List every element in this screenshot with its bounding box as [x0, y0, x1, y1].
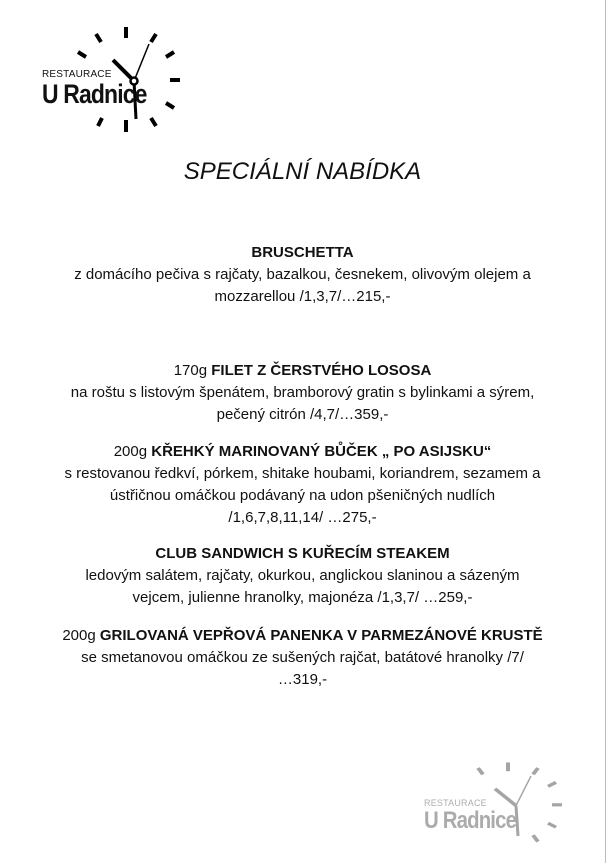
menu-item-name: GRILOVANÁ VEPŘOVÁ PANENKA V PARMEZÁNOVÉ KRUSTĚ [99, 627, 543, 644]
menu-item-heading [0, 625, 605, 647]
menu-item-description: z domácího pečiva s rajčaty, bazalkou, česnekem, olivovým olejem a [74, 266, 531, 283]
footer-logo [420, 760, 565, 848]
menu-item-description: pečený citrón /4,7/…359,- [216, 406, 389, 423]
menu-item-heading [0, 242, 605, 264]
menu-item-description: se smetanovou omáčkou ze sušených rajčat, batátové hranolky /7/ [81, 649, 524, 666]
menu-item-description: /1,6,7,8,11,14/ …275,- [228, 509, 377, 526]
menu-item-description: vejcem, julienne hranolky, majonéza /1,3,7/ …259,- [132, 589, 473, 606]
logo-big-text: U Radnice [42, 79, 147, 109]
menu-item-description: …319,- [277, 671, 328, 688]
menu-item-name: KŘEHKÝ MARINOVANÝ BŮČEK „ PO ASIJSKU“ [151, 443, 492, 460]
menu-item-weight: 170g [173, 362, 212, 379]
menu-item-description: ústřičnou omáčkou podávaný na udon pšeničných nudlích [109, 487, 496, 504]
menu-item-description: mozzarellou /1,3,7/…215,- [214, 288, 391, 305]
restaurant-logo [38, 24, 183, 134]
menu-item-description: s restovanou ředkví, pórkem, shitake houbami, koriandrem, sezamem a [64, 465, 541, 482]
menu-item [0, 543, 605, 609]
page-title: SPECIÁLNÍ NABÍDKA [183, 158, 422, 185]
page-edge [605, 0, 606, 863]
menu-item-name: BRUSCHETTA [251, 244, 354, 261]
logo-small-text: RESTAURACE [42, 69, 112, 80]
menu-item-heading [0, 543, 605, 565]
menu-item-name: CLUB SANDWICH S KUŘECÍM STEAKEM [155, 545, 450, 562]
menu-item-weight: 200g [113, 443, 152, 460]
menu-item-name: FILET Z ČERSTVÉHO LOSOSA [211, 362, 432, 379]
menu-item [0, 625, 605, 691]
logo-small-text: RESTAURACE [424, 798, 487, 808]
menu-item [0, 360, 605, 426]
menu-item-heading [0, 360, 605, 382]
logo-big-text: U Radnice [424, 807, 517, 834]
menu-item-weight: 200g [62, 627, 100, 644]
menu-item-description: ledovým salátem, rajčaty, okurkou, anglickou slaninou a sázeným [85, 567, 520, 584]
menu-item-description: na roštu s listovým špenátem, bramborový gratin s bylinkami a sýrem, [70, 384, 535, 401]
menu-item [0, 242, 605, 308]
menu-item [0, 441, 605, 529]
menu-item-heading [0, 441, 605, 463]
